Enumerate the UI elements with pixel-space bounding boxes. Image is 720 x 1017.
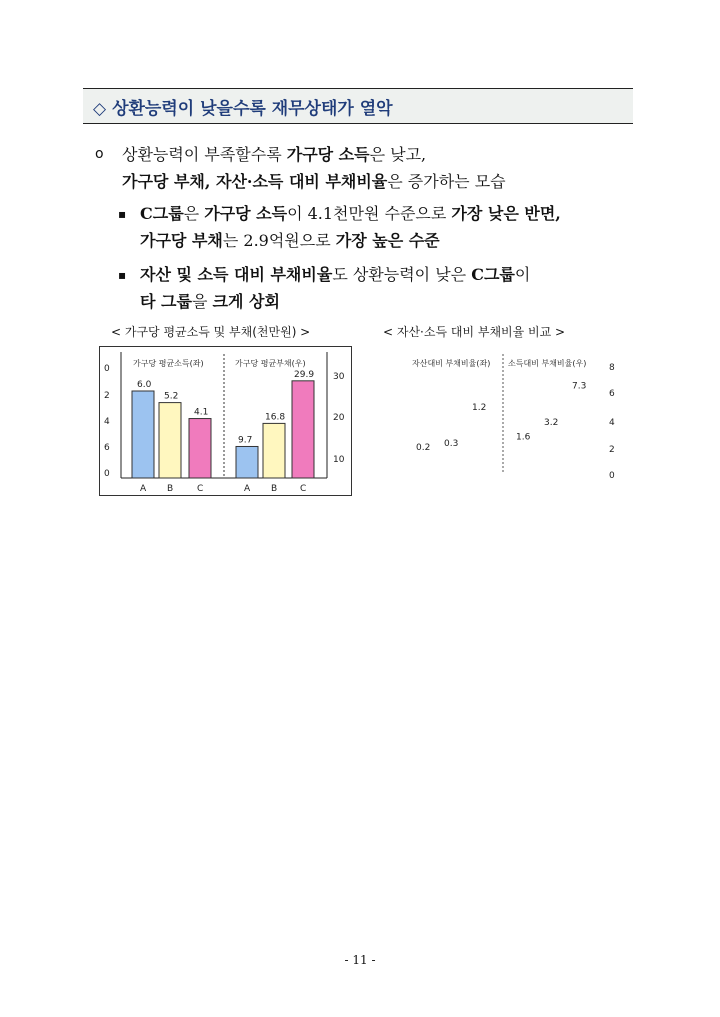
y-tick-label: 4 — [104, 417, 110, 427]
bar — [159, 403, 181, 478]
left-panel-title: 가구당 평균소득(좌) — [133, 359, 204, 368]
paragraph-line-1: 상환능력이 부족할수록 가구당 소득은 낮고, — [122, 145, 427, 164]
paragraph-line-2: 가구당 부채, 자산·소득 대비 부채비율은 증가하는 모습 — [122, 172, 506, 191]
sub-item-1-line-2: 가구당 부채는 2.9억원으로 가장 높은 수준 — [140, 231, 440, 250]
y-tick-label: 4 — [609, 418, 615, 428]
x-tick-label: A — [140, 484, 147, 494]
x-tick-label: B — [271, 484, 278, 494]
bar-value-label: 3.2 — [544, 418, 559, 429]
page-number: - 11 - — [344, 953, 376, 967]
left-chart-caption: < 가구당 평균소득 및 부채(천만원) > — [111, 325, 311, 339]
section-header — [83, 88, 633, 124]
bar-value-label: 0.2 — [416, 443, 431, 453]
bar-value-label: 6.0 — [137, 380, 152, 390]
bar — [263, 423, 285, 478]
square-bullet: ▪ — [118, 207, 127, 221]
square-bullet: ▪ — [118, 268, 127, 282]
bar-value-label: 0.3 — [444, 439, 459, 449]
right-panel-title: 가구당 평균부채(우) — [235, 359, 306, 368]
bar — [189, 419, 211, 478]
y-tick-label: 8 — [609, 363, 615, 373]
right-chart-caption: < 자산·소득 대비 부채비율 비교 > — [383, 325, 566, 339]
sub-item-2-line-1: 자산 및 소득 대비 부채비율도 상환능력이 낮은 C그룹이 — [140, 265, 531, 284]
bar-value-label: 1.6 — [516, 432, 531, 443]
section-title: ◇ 상환능력이 낮을수록 재무상태가 열악 — [93, 99, 393, 119]
bar-value-label: 7.3 — [572, 381, 587, 392]
x-tick-label: C — [197, 484, 204, 494]
sub-item-1-line-1: C그룹은 가구당 소득이 4.1천만원 수준으로 가장 낮은 반면, — [140, 204, 561, 223]
bar-value-label: 9.7 — [238, 435, 253, 446]
debt-ratio-chart — [390, 346, 630, 496]
y-tick-label: 6 — [104, 443, 110, 453]
y-tick-label: 2 — [104, 391, 110, 401]
bar — [132, 391, 154, 478]
y-tick-label: 30 — [333, 372, 345, 382]
bar-value-label: 16.8 — [265, 412, 286, 423]
circle-bullet: o — [95, 146, 104, 162]
x-tick-label: A — [244, 484, 251, 494]
y-tick-label: 0 — [104, 469, 110, 479]
income-ratio-panel-title: 소득대비 부채비율(우) — [508, 359, 587, 368]
diamond-icon: ◇ — [93, 99, 107, 119]
y-tick-label: 20 — [333, 413, 345, 423]
y-tick-label: 0 — [609, 471, 615, 481]
x-tick-label: C — [300, 484, 307, 494]
y-tick-label: 10 — [333, 455, 345, 465]
y-tick-label: 6 — [609, 389, 615, 399]
bar-value-label: 4.1 — [194, 407, 209, 418]
asset-ratio-panel-title: 자산대비 부채비율(좌) — [412, 359, 491, 368]
y-tick-label: 0 — [104, 364, 110, 374]
bar — [292, 381, 314, 478]
income-debt-chart — [99, 346, 352, 496]
bar-value-label: 1.2 — [472, 403, 487, 413]
bar-value-label: 5.2 — [164, 391, 179, 402]
y-tick-label: 2 — [609, 445, 615, 455]
bar-value-label: 29.9 — [294, 369, 315, 380]
sub-item-2-line-2: 타 그룹을 크게 상회 — [140, 292, 280, 311]
x-tick-label: B — [167, 484, 174, 494]
bar — [236, 446, 258, 478]
